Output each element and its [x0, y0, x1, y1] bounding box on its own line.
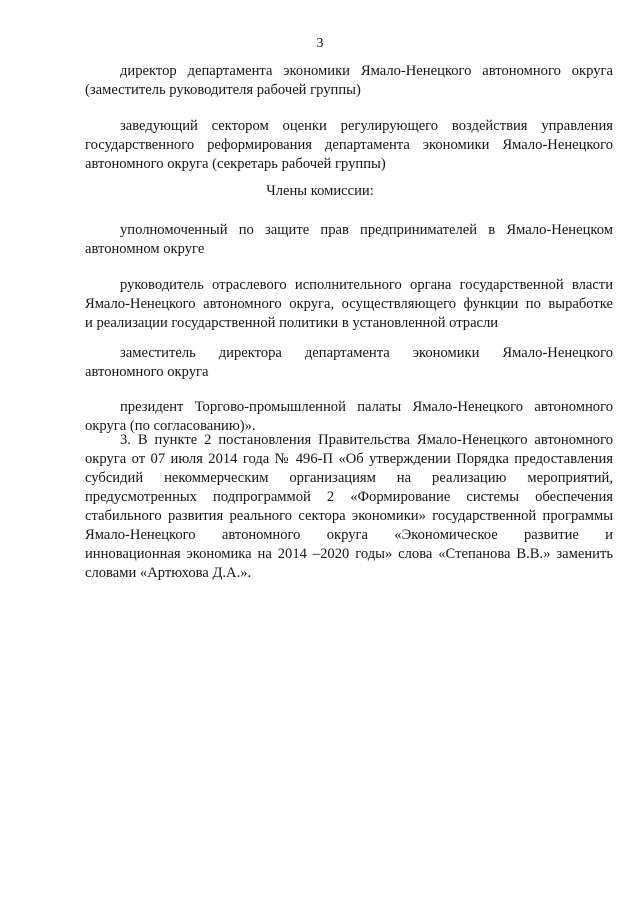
paragraph-item-3 [85, 431, 613, 583]
text-line: и реализации государственной политики в установленной отрасли [85, 315, 499, 331]
paragraph-deputy-director [85, 344, 613, 382]
text-line: директор департамента экономики Ямало-Ненецкого автономного округа [120, 63, 613, 79]
paragraph-deputy-head [85, 62, 613, 100]
text-line: субсидий некоммерческим организациям на реализацию мероприятий, [85, 470, 613, 486]
text-line: (заместитель руководителя рабочей группы) [85, 82, 361, 98]
text-line: округа (по согласованию)». [85, 418, 256, 434]
text-line: автономного округа [85, 364, 209, 380]
text-line: уполномоченный по защите прав предпринимателей в Ямало-Ненецком [120, 222, 613, 238]
text-line: предусмотренных подпрограммой 2 «Формирование системы обеспечения [85, 489, 613, 505]
text-line: государственного реформирования департамента экономики Ямало-Ненецкого [85, 137, 613, 153]
text-line: округа от 07 июля 2014 года № 496-П «Об утверждении Порядка предоставления [85, 451, 613, 467]
text-line: автономного округа (секретарь рабочей группы) [85, 156, 386, 172]
text-line: президент Торгово-промышленной палаты Ямало-Ненецкого автономного [120, 399, 613, 415]
text-line: словами «Артюхова Д.А.». [85, 565, 252, 581]
paragraph-secretary [85, 117, 613, 174]
text-line: автономном округе [85, 241, 205, 257]
text-line: заведующий сектором оценки регулирующего воздействия управления [120, 118, 613, 134]
paragraph-sector-head [85, 276, 613, 333]
text-line: 3. В пункте 2 постановления Правительства Ямало-Ненецкого автономного [120, 432, 613, 448]
text-line: Ямало-Ненецкого автономного округа «Экономическое развитие и [85, 527, 613, 543]
text-line: заместитель директора департамента экономики Ямало-Ненецкого [120, 345, 613, 361]
text-line: инновационная экономика на 2014 –2020 годы» слова «Степанова В.В.» заменить [85, 546, 613, 562]
paragraph-ombudsman [85, 221, 613, 259]
text-line: стабильного развития реального сектора экономики» государственной программы [85, 508, 613, 524]
section-heading: Члены комиссии: [266, 183, 374, 199]
text-line: Ямало-Ненецкого автономного округа, осуществляющего функции по выработке [85, 296, 613, 312]
page-number: 3 [316, 36, 324, 51]
text-line: руководитель отраслевого исполнительного органа государственной власти [120, 277, 613, 293]
